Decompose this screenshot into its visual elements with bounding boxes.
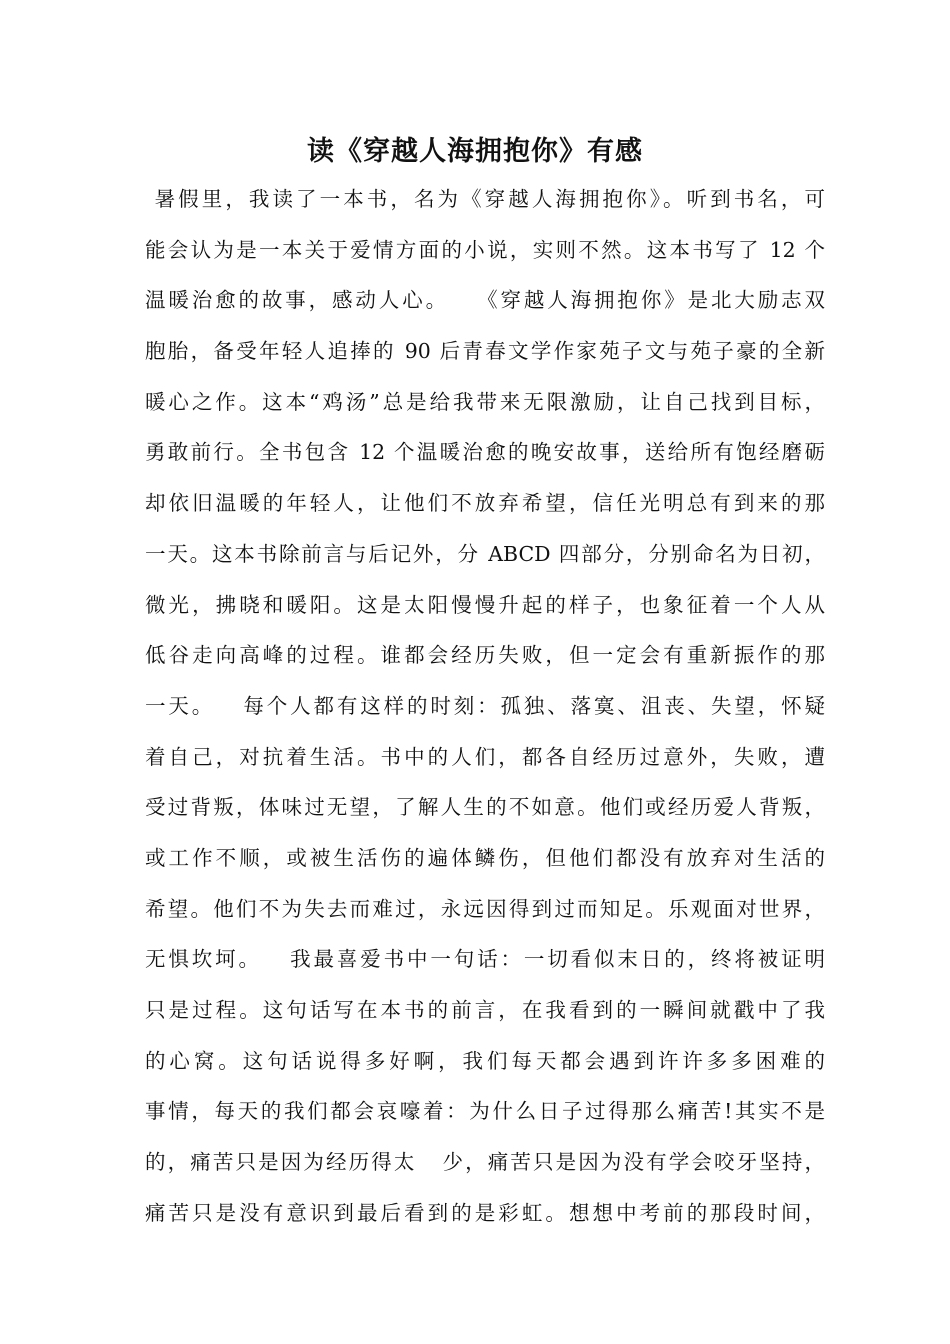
text-line: 受过背叛，体味过无望，了解人生的不如意。他们或经历爱人背叛， bbox=[145, 795, 825, 820]
text-line: 能会认为是一本关于爱情方面的小说，实则不然。这本书写了 12 个 bbox=[145, 237, 825, 262]
text-line: 或工作不顺，或被生活伤的遍体鳞伤，但他们都没有放弃对生活的 bbox=[145, 845, 825, 870]
text-line: 着自己，对抗着生活。书中的人们，都各自经历过意外，失败，遭 bbox=[145, 744, 825, 769]
text-line: 一天。 每个人都有这样的时刻：孤独、落寞、沮丧、失望，怀疑 bbox=[145, 693, 825, 718]
text-line: 暖心之作。这本“鸡汤”总是给我带来无限激励，让自己找到目标， bbox=[145, 389, 825, 414]
text-line: 只是过程。这句话写在本书的前言，在我看到的一瞬间就戳中了我 bbox=[145, 998, 825, 1022]
text-line: 却依旧温暖的年轻人，让他们不放弃希望，信任光明总有到来的那 bbox=[145, 491, 825, 516]
text-line: 的，痛苦只是因为经历得太 少，痛苦只是因为没有学会咬牙坚持， bbox=[145, 1150, 825, 1175]
text-line: 无惧坎坷。 我最喜爱书中一句话：一切看似末日的，终将被证明 bbox=[145, 947, 825, 972]
text-line: 胞胎，备受年轻人追捧的 90 后青春文学作家苑子文与苑子豪的全新 bbox=[145, 339, 825, 364]
text-line: 温暖治愈的故事，感动人心。 《穿越人海拥抱你》是北大励志双 bbox=[145, 288, 825, 313]
text-line: 一天。这本书除前言与后记外，分 ABCD 四部分，分别命名为日初， bbox=[145, 541, 825, 566]
text-line: 事情，每天的我们都会哀嚎着：为什么日子过得那么痛苦!其实不是 bbox=[145, 1099, 825, 1124]
document-body bbox=[145, 182, 825, 1246]
text-line: 微光，拂晓和暖阳。这是太阳慢慢升起的样子，也象征着一个人从 bbox=[145, 592, 825, 617]
text-line: 的心窝。这句话说得多好啊，我们每天都会遇到许许多多困难的 bbox=[145, 1048, 825, 1073]
document-title: 读《穿越人海拥抱你》有感 bbox=[307, 136, 643, 167]
text-line: 希望。他们不为失去而难过，永远因得到过而知足。乐观面对世界， bbox=[145, 896, 825, 921]
text-line: 低谷走向高峰的过程。谁都会经历失败，但一定会有重新振作的那 bbox=[145, 643, 825, 668]
text-line: 勇敢前行。全书包含 12 个温暖治愈的晚安故事，送给所有饱经磨砺 bbox=[145, 440, 825, 465]
text-line: 痛苦只是没有意识到最后看到的是彩虹。想想中考前的那段时间， bbox=[145, 1200, 825, 1225]
text-line: 暑假里，我读了一本书，名为《穿越人海拥抱你》。听到书名，可 bbox=[145, 187, 825, 211]
